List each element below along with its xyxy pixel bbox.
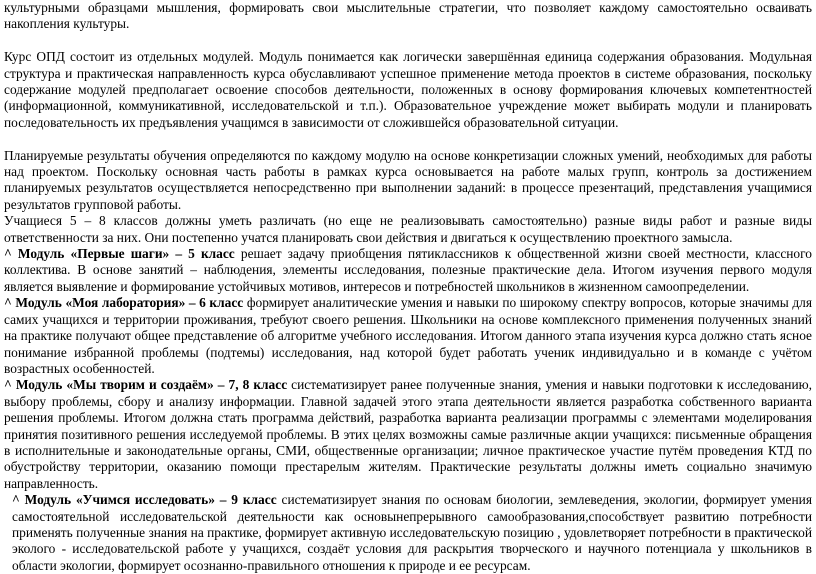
module-3-text: систематизирует ранее полученные знания, умения и навыки подготовки к исследованию, выбору проблемы, сбору и анализу информации. Главной задачей этого этапа деятельности является разработка собственного варианта решения проблемы. Итогом должна стать программа действий, разработка варианта реализации программы с элементами моделирования принятия позитивного решения исследуемой проблемы. В этих целях возможны самые различные акции учащихся: письменные обращения в исполнительные и законодательные органы, СМИ, общественные организации; личное практическое участие путём проведения КТД по обустройству территории, оказанию помощи престарелым жителям. Практические результаты должны иметь социально значимую направленность. (4, 377, 812, 491)
course-paragraph: Курс ОПД состоит из отдельных модулей. Модуль понимается как логически завершённая единица содержания образования. Модульная структура и практическая направленность курса обуславливают успешное применение метода проектов в системе образования, поскольку содержание модулей предполагает освоение способов деятельности, положенных в основу формирования ключевых компетентностей (информационной, коммуникативной, исследовательской и т.п.). Образовательное учреждение может выбирать модули и планировать последовательность их предъявления учащимся в зависимости от сложившейся образовательной ситуации. (4, 49, 812, 130)
module-4-paragraph (4, 492, 812, 574)
intro-paragraph: культурными образцами мышления, формировать свои мыслительные стратегии, что позволяет каждому самостоятельно осваивать накопления культуры. (4, 0, 812, 32)
module-1-text: решает задачу приобщения пятиклассников к общественной жизни своей местности, классного коллектива. В основе занятий – наблюдения, элементы исследования, полезные практические дела. Итогом изучения первого модуля является выявление и формирование устойчивых мотивов, интересов и потребностей школьников в жизненном самоопределении. (4, 246, 812, 294)
module-2-paragraph (4, 295, 812, 377)
paragraph-gap (4, 131, 812, 147)
module-1-title: ^ Модуль «Первые шаги» – 5 класс (4, 246, 235, 262)
module-4-title: ^ Модуль «Учимся исследовать» – 9 класс (12, 492, 277, 508)
students-paragraph: Учащиеся 5 – 8 классов должны уметь различать (но еще не реализовывать самостоятельно) разные виды работ и разные виды ответственности за них. Они постепенно учатся планировать свои действия и двигаться к осуществлению проектного замысла. (4, 213, 812, 245)
module-1-paragraph (4, 246, 812, 295)
results-paragraph: Планируемые результаты обучения определяются по каждому модулю на основе конкретизации сложных умений, необходимых для работы над проектом. Поскольку основная часть работы в рамках курса основывается на работе малых групп, контроль за достижением планируемых результатов осуществляется непосредственно при выполнении заданий: в процессе презентаций, представления учащимися результатов групповой работы. (4, 147, 812, 212)
module-3-title: ^ Модуль «Мы творим и создаём» – 7, 8 класс (4, 377, 288, 393)
paragraph-gap (4, 33, 812, 49)
module-3-paragraph (4, 377, 812, 492)
module-2-title: ^ Модуль «Моя лаборатория» – 6 класс (4, 295, 244, 311)
module-4-text: систематизирует знания по основам биологии, землеведения, экологии, формирует умения самостоятельной исследовательской деятельности как основынепрерывного самообразования,способствует развитию потребности применять полученные знания на практике, формирует активную исследовательскую позицию , удовлетворяет потребности в практической эколого - исследовательской работе у учащихся, создаёт условия для раскрытия творческого и научного потенциала у школьников в области экологии, формирует осознанно-правильного отношения к природе и ее ресурсам. (12, 492, 812, 573)
module-2-text: формирует аналитические умения и навыки по широкому спектру вопросов, которые значимы для самих учащихся и территории проживания, требуют своего решения. Школьники на основе комплексного применения полученных знаний на практике получают общее представление об алгоритме учебного исследования. Итогом данного этапа изучения курса должно стать ясное понимание избранной проблемы (подтемы) исследования, над которой будет работать ученик индивидуально и в команде с учётом возрастных особенностей. (4, 295, 812, 376)
